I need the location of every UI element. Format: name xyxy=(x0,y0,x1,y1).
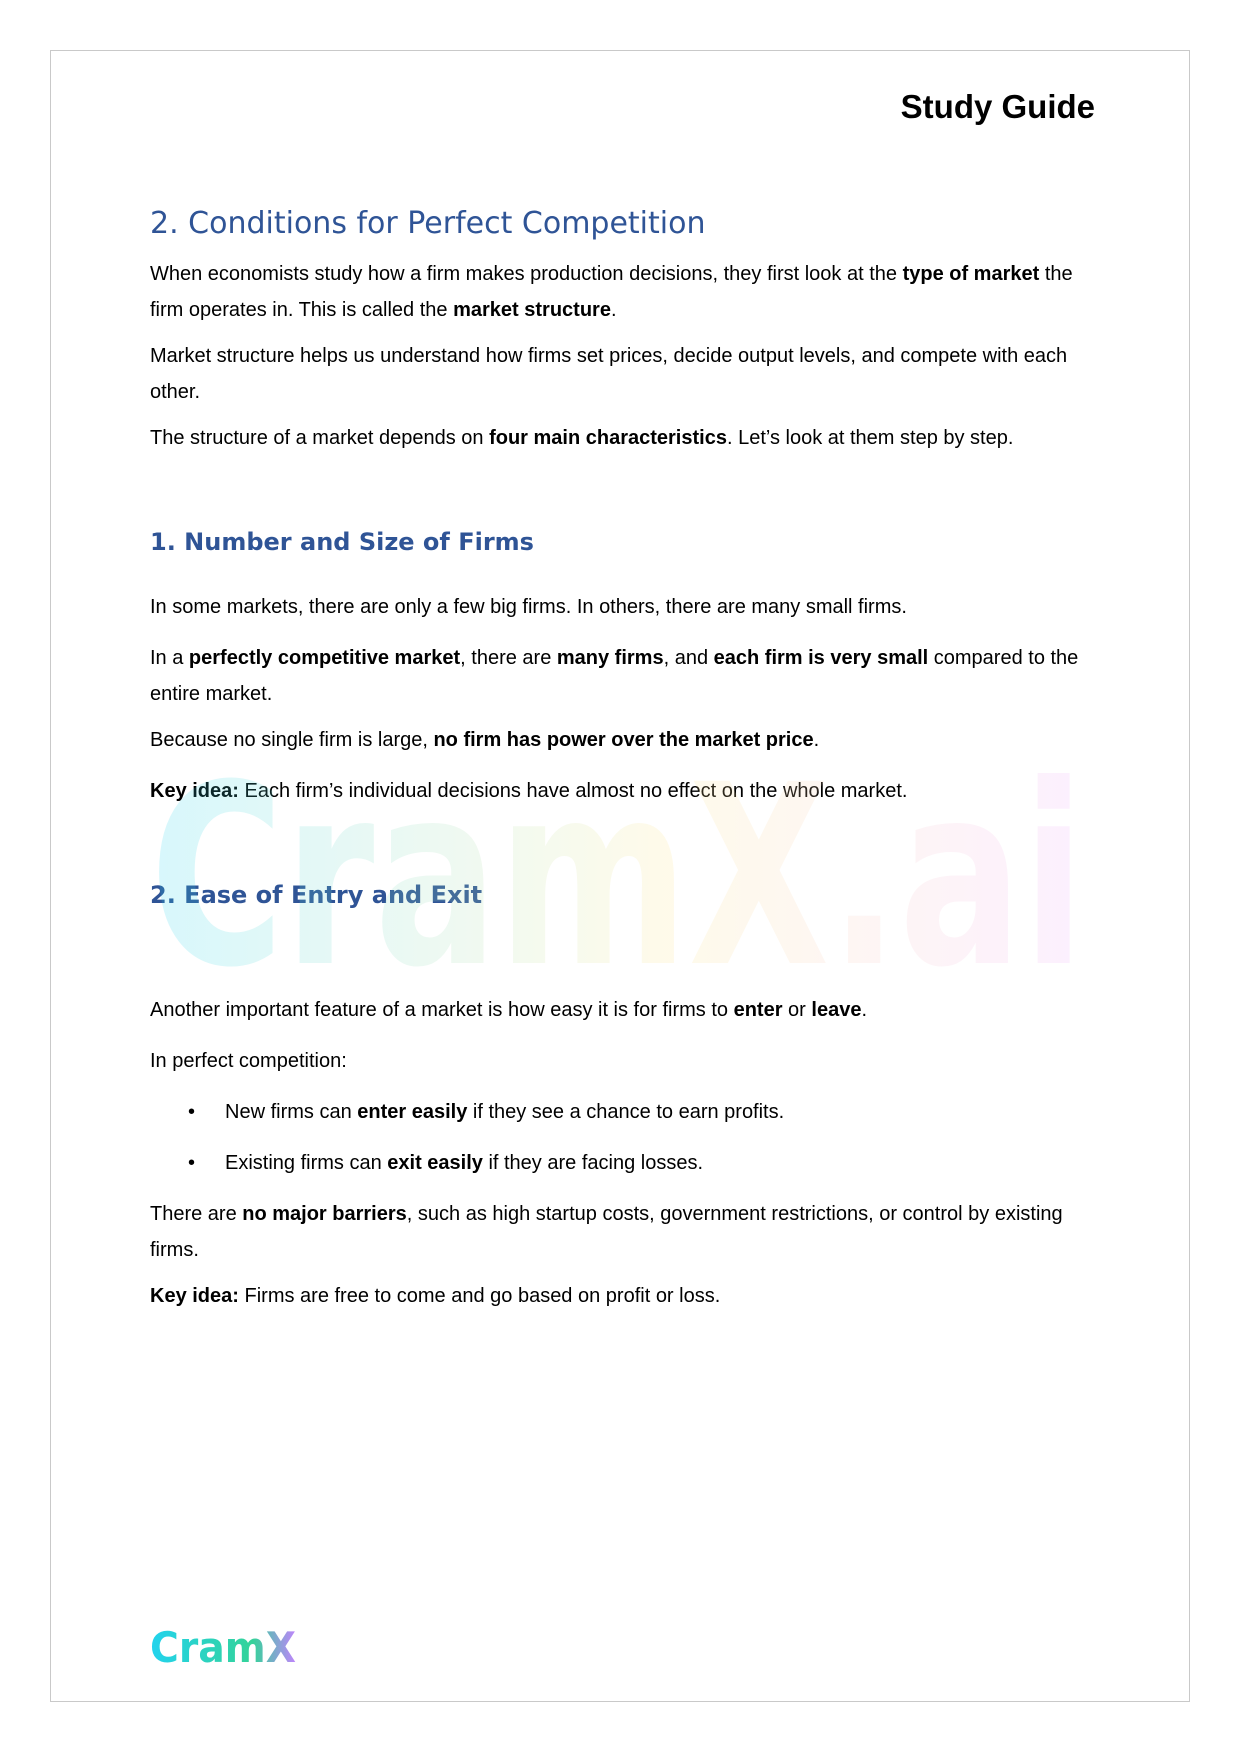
bullet-item-enter: • New firms can enter easily if they see a chance to earn profits. xyxy=(188,1094,784,1130)
section-1-key-idea: Key idea: Each firm’s individual decisions have almost no effect on the whole market. xyxy=(150,780,908,802)
section-2-heading: 2. Ease of Entry and Exit xyxy=(150,881,483,909)
header-title: Study Guide xyxy=(900,88,1095,125)
intro-paragraph-1: When economists study how a firm makes production decisions, they first look at the type of market the firm operates in. This is called the market structure. xyxy=(150,263,1073,321)
intro-paragraph-3: The structure of a market depends on four main characteristics. Let’s look at them step by step. xyxy=(150,427,1014,449)
section-2-key-idea: Key idea: Firms are free to come and go based on profit or loss. xyxy=(150,1285,721,1307)
svg-text:CramX.ai: CramX.ai xyxy=(150,758,1085,998)
section-2-paragraph-2: In perfect competition: xyxy=(150,1050,347,1072)
section-1-paragraph-1: In some markets, there are only a few big firms. In others, there are many small firms. xyxy=(150,596,907,618)
bullet-item-exit: • Existing firms can exit easily if they are facing losses. xyxy=(188,1145,703,1181)
section-1-heading: 1. Number and Size of Firms xyxy=(150,528,534,556)
bullet-icon: • xyxy=(188,1152,196,1174)
section-2-paragraph-3: There are no major barriers, such as high startup costs, government restrictions, or control by existing firms. xyxy=(150,1203,1063,1261)
document-title: 2. Conditions for Perfect Competition xyxy=(150,206,706,241)
cramx-logo xyxy=(150,1622,300,1670)
section-1-paragraph-3: Because no single firm is large, no firm has power over the market price. xyxy=(150,729,820,751)
section-1-paragraph-2: In a perfectly competitive market, there are many firms, and each firm is very small compared to the entire market. xyxy=(150,647,1079,705)
intro-paragraph-2: Market structure helps us understand how firms set prices, decide output levels, and compete with each other. xyxy=(150,345,1068,403)
bullet-icon: • xyxy=(188,1101,196,1123)
svg-text:CramX: CramX xyxy=(150,1623,296,1670)
section-2-paragraph-1: Another important feature of a market is how easy it is for firms to enter or leave. xyxy=(150,999,868,1021)
